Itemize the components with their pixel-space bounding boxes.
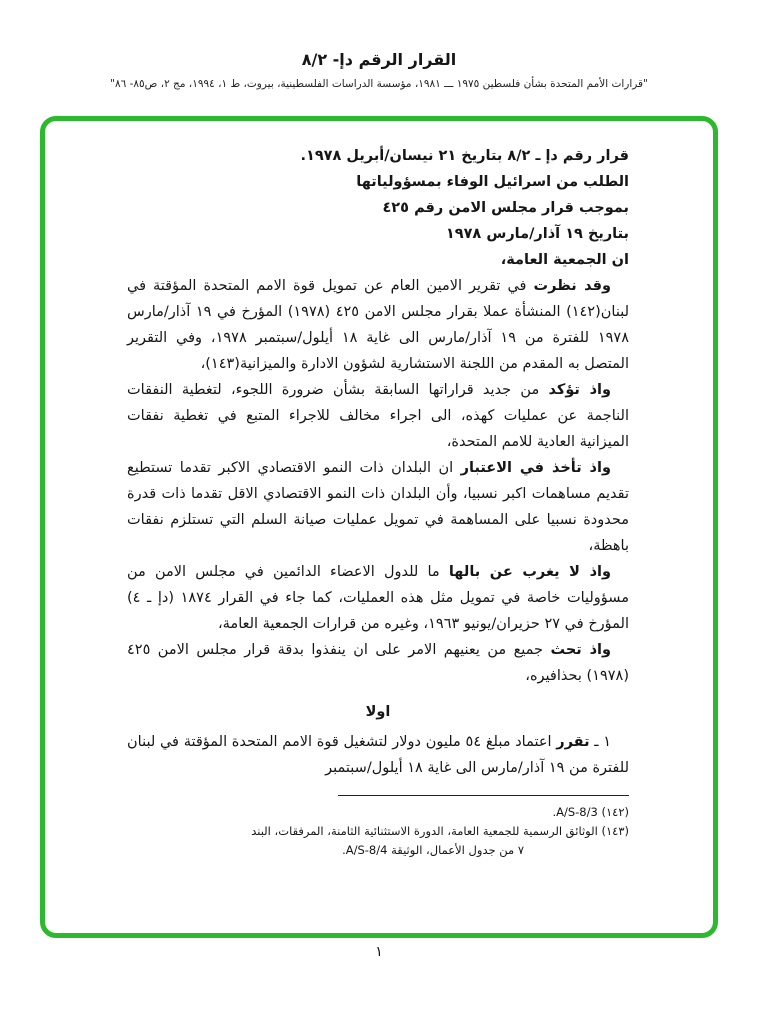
resolution-subtitle-line-3: بتاريخ ١٩ آذار/مارس ١٩٧٨ bbox=[445, 226, 629, 242]
item-text: اعتماد مبلغ ٥٤ مليون دولار لتشغيل قوة الامم المتحدة المؤقتة في لبنان للفترة من ١٩ آذار/مارس الى غاية ١٨ أيلول/سبتمبر bbox=[127, 734, 629, 776]
preamble-paragraph-3 bbox=[127, 455, 629, 559]
item-lead: تقرر bbox=[556, 734, 590, 750]
footnote-143-continuation: ٧ من جدول الأعمال، الوثيقة A/S-8/4. bbox=[342, 843, 524, 857]
paragraph-lead: واذ تؤكد bbox=[548, 382, 611, 398]
resolution-heading: قرار رقم دإ ـ ٨/٢ بتاريخ ٢١ نيسان/أبريل ١٩٧٨. bbox=[300, 148, 629, 164]
paragraph-text: ان البلدان ذات النمو الاقتصادي الاكبر تقدما تستطيع تقديم مساهمات اكبر نسبيا، وأن البلدان ذات النمو الاقتصادي الاقل تقدما ذات قدرة محدودة نسبيا على المساهمة في تمويل عمليات صيانة السلم التي تستلزم نفقات باهظة، bbox=[127, 460, 629, 554]
paragraph-text: في تقرير الامين العام عن تمويل قوة الامم المتحدة المؤقتة في لبنان(١٤٢) المنشأة عملا بقرار مجلس الامن ٤٢٥ (١٩٧٨) المؤرخ في ١٩ آذار/مارس ١٩٧٨ للفترة من ١٩ آذار/مارس الى غاية ١٨ أيلول/سبتمبر ١٩٧٨، وفي التقرير المتصل به المقدم من اللجنة الاستشارية لشؤون الادارة والميزانية(١٤٣)، bbox=[127, 278, 630, 372]
preamble-paragraph-1 bbox=[127, 273, 629, 377]
footnote-143: (١٤٣) الوثائق الرسمية للجمعية العامة، الدورة الاستثنائية الثامنة، المرفقات، البند bbox=[251, 824, 629, 838]
paragraph-lead: وقد نظرت bbox=[533, 278, 612, 294]
page-header bbox=[0, 0, 758, 90]
footnotes-section bbox=[127, 795, 629, 860]
resolution-subtitle-line-2: بموجب قرار مجلس الامن رقم ٤٢٥ bbox=[382, 200, 629, 216]
content-frame bbox=[40, 116, 718, 938]
source-citation: "قرارات الأمم المتحدة بشأن فلسطين ١٩٧٥ ـــ ١٩٨١، مؤسسة الدراسات الفلسطينية، بيروت، ط ١، ١٩٩٤، مج ٢، ص٨٥- ٨٦" bbox=[110, 78, 648, 90]
paragraph-text: من جديد قراراتها السابقة بشأن ضرورة اللجوء، لتغطية النفقات الناجمة عن عمليات كهذه، الى اجراء مخالف للاجراء المتبع في تغطية نفقات الميزانية العادية للامم المتحدة، bbox=[127, 382, 629, 450]
paragraph-lead: واذ لا يغرب عن بالها bbox=[448, 564, 611, 580]
operative-item-1 bbox=[127, 729, 629, 781]
paragraph-lead: واذ تحث bbox=[550, 642, 612, 658]
preamble-paragraph-5 bbox=[127, 637, 629, 689]
paragraph-text: جميع من يعنيهم الامر على ان ينفذوا بدقة قرار مجلس الامن ٤٢٥ (١٩٧٨) بحذافيره، bbox=[127, 642, 629, 684]
footnote-142: (١٤٢) A/S-8/3. bbox=[552, 805, 629, 819]
footnote-separator bbox=[338, 795, 629, 796]
page-title: القرار الرقم دإ- ٨/٢ bbox=[301, 50, 457, 69]
paragraph-lead: واذ تأخذ في الاعتبار bbox=[460, 460, 611, 476]
paragraph-text: ما للدول الاعضاء الدائمين في مجلس الامن من مسؤوليات خاصة في تمويل مثل هذه العمليات، كما جاء في القرار ١٨٧٤ (دإ ـ ٤) المؤرخ في ٢٧ حزيران/يونيو ١٩٦٣، وغيره من قرارات الجمعية العامة، bbox=[127, 564, 629, 632]
preamble-paragraph-4 bbox=[127, 559, 629, 637]
section-label: اولا bbox=[365, 704, 391, 720]
resolution-subtitle-line-1: الطلب من اسرائيل الوفاء بمسؤولياتها bbox=[356, 174, 629, 190]
preamble-opening: ان الجمعية العامة، bbox=[500, 252, 629, 268]
resolution-text bbox=[45, 121, 713, 860]
page-number: ١ bbox=[375, 944, 383, 960]
item-number: ١ ـ bbox=[594, 734, 612, 750]
preamble-paragraph-2 bbox=[127, 377, 629, 455]
